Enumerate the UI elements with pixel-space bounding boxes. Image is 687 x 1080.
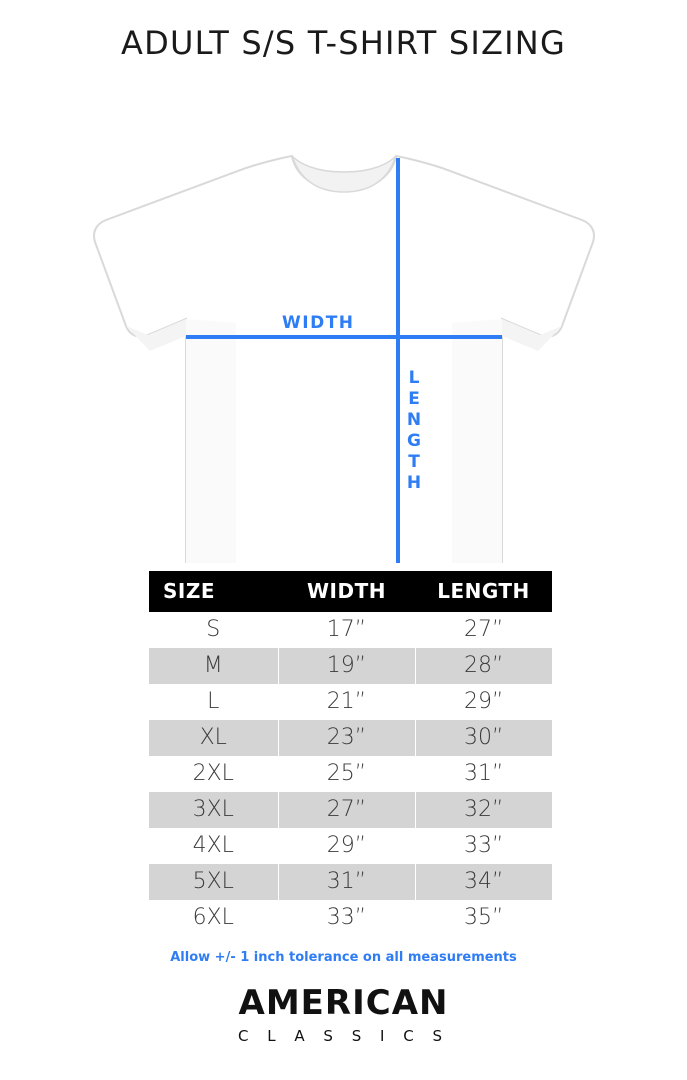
column-header-width: WIDTH bbox=[278, 571, 415, 612]
cell-length: 27” bbox=[415, 612, 552, 648]
cell-width: 25” bbox=[278, 756, 415, 792]
tolerance-note: Allow +/- 1 inch tolerance on all measurements bbox=[170, 950, 517, 965]
cell-length: 31” bbox=[415, 756, 552, 792]
cell-width: 19” bbox=[278, 648, 415, 684]
brand-subtitle: C L A S S I C S bbox=[238, 1027, 449, 1045]
table-row bbox=[149, 684, 552, 720]
table-row bbox=[149, 720, 552, 756]
table-row bbox=[149, 792, 552, 828]
sizing-table bbox=[149, 571, 552, 936]
table-row bbox=[149, 648, 552, 684]
cell-size: 5XL bbox=[149, 864, 278, 900]
page-title: ADULT S/S T-SHIRT SIZING bbox=[121, 24, 566, 62]
cell-width: 33” bbox=[278, 900, 415, 936]
cell-length: 30” bbox=[415, 720, 552, 756]
table-header bbox=[149, 571, 552, 612]
table-row bbox=[149, 900, 552, 936]
cell-length: 29” bbox=[415, 684, 552, 720]
table-row bbox=[149, 756, 552, 792]
cell-size: XL bbox=[149, 720, 278, 756]
cell-width: 17” bbox=[278, 612, 415, 648]
tshirt-diagram bbox=[0, 68, 687, 563]
cell-length: 32” bbox=[415, 792, 552, 828]
cell-size: 2XL bbox=[149, 756, 278, 792]
table-row bbox=[149, 864, 552, 900]
cell-size: S bbox=[149, 612, 278, 648]
cell-length: 33” bbox=[415, 828, 552, 864]
width-label: WIDTH bbox=[282, 313, 355, 333]
table-row bbox=[149, 612, 552, 648]
table-header-row bbox=[149, 571, 552, 612]
column-header-size: SIZE bbox=[149, 571, 278, 612]
cell-length: 34” bbox=[415, 864, 552, 900]
cell-size: M bbox=[149, 648, 278, 684]
cell-size: 3XL bbox=[149, 792, 278, 828]
cell-width: 23” bbox=[278, 720, 415, 756]
table-body bbox=[149, 612, 552, 936]
cell-size: L bbox=[149, 684, 278, 720]
cell-size: 4XL bbox=[149, 828, 278, 864]
length-label: LENGTH bbox=[404, 368, 424, 494]
cell-size: 6XL bbox=[149, 900, 278, 936]
cell-length: 28” bbox=[415, 648, 552, 684]
cell-width: 31” bbox=[278, 864, 415, 900]
column-header-length: LENGTH bbox=[415, 571, 552, 612]
table-row bbox=[149, 828, 552, 864]
brand-name: AMERICAN bbox=[238, 983, 449, 1023]
brand-logo bbox=[0, 983, 687, 1045]
cell-length: 35” bbox=[415, 900, 552, 936]
cell-width: 29” bbox=[278, 828, 415, 864]
cell-width: 27” bbox=[278, 792, 415, 828]
cell-width: 21” bbox=[278, 684, 415, 720]
sizing-table-wrapper bbox=[149, 571, 538, 936]
